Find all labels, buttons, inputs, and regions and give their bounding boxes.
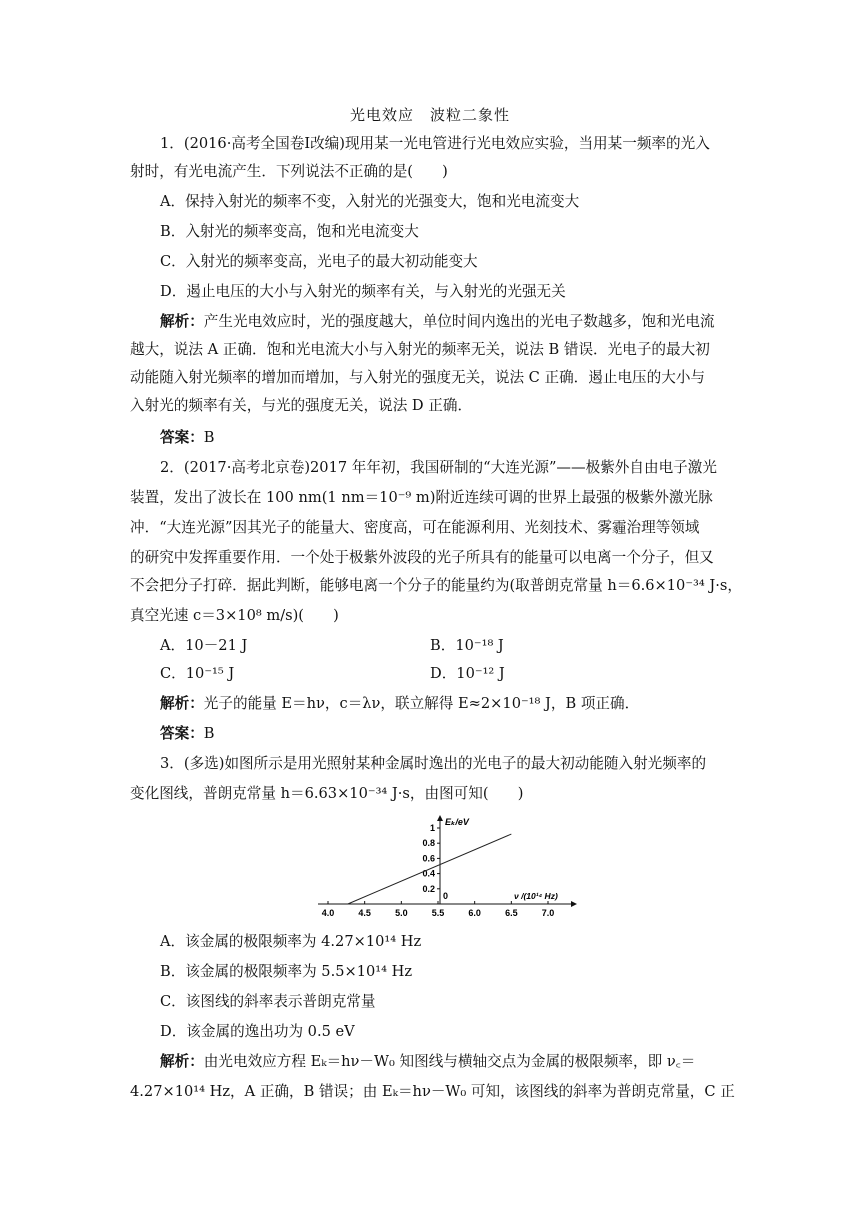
x-axis-label: ν /(10¹⁴ Hz) [514, 891, 558, 901]
q1-answer [160, 428, 215, 448]
q1-analysis-line4: 入射光的频率有关，与光的强度无关，说法 D 正确． [130, 397, 473, 414]
x-tick-label: 7.0 [541, 908, 555, 918]
x-tick-label: 4.0 [321, 908, 335, 918]
x-tick-label: 5.5 [431, 908, 445, 918]
q1-answer-value: B [203, 429, 215, 446]
x-tick-label: 6.5 [505, 908, 518, 918]
y-tick-label: 0.4 [422, 868, 435, 879]
x-tick-label: 4.5 [358, 908, 371, 918]
y-tick-label: 1 [429, 823, 435, 833]
q2-stem-line1: 2．(2017·高考北京卷)2017 年年初，我国研制的“大连光源”——极紫外自由电子激光 [160, 459, 717, 476]
y-axis-label: Eₖ/eV [445, 817, 469, 827]
ek-frequency-graph [314, 810, 584, 922]
q1-option-d: D．遏止电压的大小与入射光的频率有关，与入射光的光强无关 [160, 283, 566, 300]
x-tick-label: 6.0 [468, 908, 481, 918]
q2-analysis-label: 解析： [160, 695, 204, 712]
q3-analysis-line2: 4.27×10¹⁴ Hz，A 正确，B 错误；由 Eₖ＝hν－W₀ 可知，该图线的斜率为普朗克常量，C 正 [130, 1083, 735, 1100]
q2-stem-line4: 的研究中发挥重要作用．一个处于极紫外波段的光子所具有的能量可以电离一个分子，但又 [130, 549, 714, 566]
q2-answer [160, 724, 215, 744]
x-tick-label: 5.0 [395, 908, 408, 918]
q3-stem-line2: 变化图线，普朗克常量 h＝6.63×10⁻³⁴ J·s，由图可知( ) [130, 785, 524, 802]
q2-option-c: C．10⁻¹⁵ J [160, 665, 235, 682]
q3-stem-line1: 3．(多选)如图所示是用光照射某种金属时逸出的光电子的最大初动能随入射光频率的 [160, 755, 707, 772]
origin-label: 0 [443, 891, 449, 901]
q2-answer-label: 答案： [160, 725, 204, 742]
y-tick-group [422, 823, 440, 894]
y-tick-label: 0.2 [422, 883, 435, 894]
q2-option-b: B．10⁻¹⁸ J [430, 637, 504, 654]
q1-option-b: B．入射光的频率变高，饱和光电流变大 [160, 223, 419, 240]
y-tick-label: 0.6 [422, 853, 435, 864]
q3-option-c: C．该图线的斜率表示普朗克常量 [160, 993, 376, 1010]
q2-option-d: D．10⁻¹² J [430, 665, 505, 682]
q1-stem-line1: 1．(2016·高考全国卷Ⅰ改编)现用某一光电管进行光电效应实验，当用某一频率的光入 [160, 135, 710, 152]
page-title: 光电效应 波粒二象性 [349, 106, 510, 124]
q1-analysis-line1 [160, 312, 715, 332]
q3-analysis-line1 [160, 1052, 695, 1072]
q1-analysis-text1: 产生光电效应时，光的强度越大，单位时间内逸出的光电子数越多，饱和光电流 [203, 313, 715, 330]
q2-option-a: A．10－21 J [160, 637, 248, 654]
q1-option-a: A．保持入射光的频率不变，入射光的光强变大，饱和光电流变大 [160, 193, 580, 210]
q2-answer-value: B [203, 725, 215, 742]
q1-analysis-line2: 越大，说法 A 正确．饱和光电流大小与入射光的频率无关，说法 B 错误．光电子的最大初 [130, 341, 710, 358]
q2-analysis-text: 光子的能量 E＝hν，c＝λν，联立解得 E≈2×10⁻¹⁸ J，B 项正确． [203, 695, 640, 712]
q3-analysis-text1: 由光电效应方程 Eₖ＝hν－W₀ 知图线与横轴交点为金属的极限频率，即 ν꜀＝ [203, 1053, 696, 1070]
q1-answer-label: 答案： [160, 429, 204, 446]
q3-option-b: B．该金属的极限频率为 5.5×10¹⁴ Hz [160, 963, 413, 980]
q2-stem-line5: 不会把分子打碎．据此判断，能够电离一个分子的能量约为(取普朗克常量 h＝6.6×10⁻³⁴ J·s， [130, 577, 742, 594]
q2-stem-line3: 冲．“大连光源”因其光子的能量大、密度高，可在能源利用、光刻技术、雾霾治理等领域 [130, 519, 700, 536]
q3-option-a: A．该金属的极限频率为 4.27×10¹⁴ Hz [160, 933, 422, 950]
q2-analysis [160, 694, 639, 714]
q3-analysis-label: 解析： [160, 1053, 204, 1070]
q2-stem-line6: 真空光速 c＝3×10⁸ m/s)( ) [130, 607, 339, 624]
q3-option-d: D．该金属的逸出功为 0.5 eV [160, 1023, 355, 1040]
q1-option-c: C．入射光的频率变高，光电子的最大初动能变大 [160, 253, 478, 270]
q1-analysis-label: 解析： [160, 313, 204, 330]
q1-stem-line2: 射时，有光电流产生．下列说法不正确的是( ) [130, 163, 448, 180]
q1-analysis-line3: 动能随入射光频率的增加而增加，与入射光的强度无关，说法 C 正确．遏止电压的大小与 [130, 369, 706, 386]
y-tick-label: 0.8 [422, 838, 435, 849]
q2-stem-line2: 装置，发出了波长在 100 nm(1 nm＝10⁻⁹ m)附近连续可调的世界上最强的极紫外激光脉 [130, 489, 713, 506]
